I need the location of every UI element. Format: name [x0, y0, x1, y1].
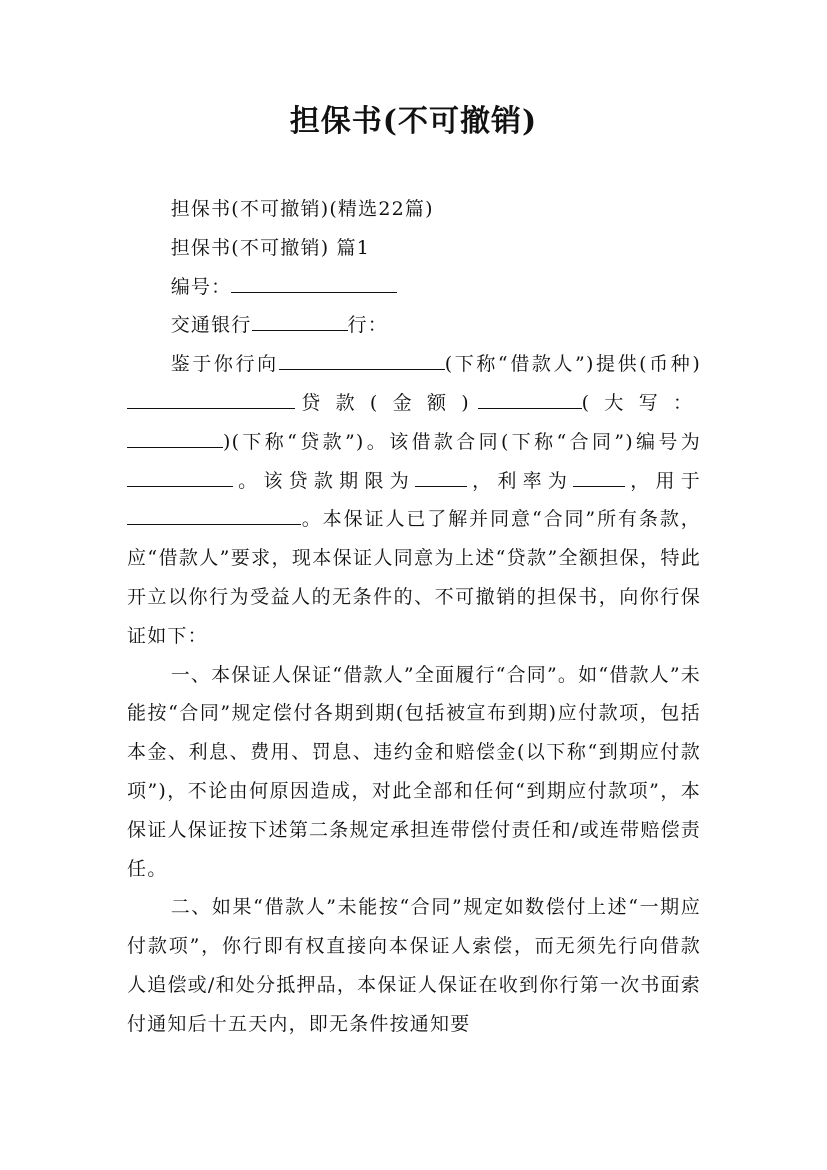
bank-suffix: 行：: [347, 314, 388, 337]
loan-term-blank: [415, 468, 467, 487]
document-body: [127, 190, 701, 1044]
document-title: 担保书(不可撤销): [289, 104, 538, 139]
recital-text-d: (大写：: [581, 391, 702, 414]
clause-2-text: 二、如果“借款人”未能按“合同”规定如数偿付上述“一期应付款项”，你行即有权直接向本保证人索偿，而无须先行向借款人追偿或/和处分抵押品，本保证人保证在收到你行第一次书面索付通知后十五天内，即无条件按通知要: [127, 896, 701, 1035]
paragraph-clause-2: [127, 888, 701, 1043]
recital-text-f: 。该贷款期限为: [233, 469, 415, 492]
section-heading-text: 担保书(不可撤销) 篇1: [170, 236, 371, 259]
paragraph-recital: [127, 345, 701, 655]
loan-purpose-blank: [127, 506, 301, 525]
number-line: [127, 268, 701, 307]
paragraph-clause-1: [127, 656, 701, 889]
recital-text-g: ，利率为: [467, 469, 574, 492]
recital-text-e: )(下称“贷款”)。该借款合同(下称“合同”)编号为: [223, 430, 701, 453]
recital-text-i: 。本保证人已了解并同意“合同”所有条款，应“借款人”要求，现本保证人同意为上述“贷款”全额担保，特此开立以你行为受益人的无条件的、不可撤销的担保书，向你行保证如下：: [127, 508, 701, 647]
section-heading: [127, 229, 701, 268]
addressee-line: [127, 306, 701, 345]
subtitle-text: 担保书(不可撤销)(精选22篇): [170, 198, 434, 220]
recital-text-c: 贷款(金额): [295, 391, 478, 414]
number-label: 编号：: [170, 275, 232, 298]
recital-text-h: ，用于: [625, 469, 701, 492]
number-blank: [231, 274, 397, 293]
amount-blank: [478, 390, 582, 409]
clause-1-text: 一、本保证人保证“借款人”全面履行“合同”。如“借款人”未能按“合同”规定偿付各期到期(包括被宣布到期)应付款项，包括本金、利息、费用、罚息、违约金和赔偿金(以下称“到期应付款项”)，不论由何原因造成，对此全部和任何“到期应付款项”，本保证人保证按下述第二条规定承担连带偿付责任和/或连带赔偿责任。: [127, 663, 701, 880]
bank-branch-blank: [252, 312, 348, 331]
currency-blank: [127, 390, 295, 409]
interest-rate-blank: [573, 468, 625, 487]
recital-text-b: (下称“借款人”)提供(币种): [444, 353, 701, 376]
amount-words-blank: [127, 429, 223, 448]
bank-prefix: 交通银行: [170, 314, 252, 337]
contract-number-blank: [127, 468, 233, 487]
borrower-blank: [279, 351, 445, 370]
subtitle-line: [127, 190, 701, 229]
recital-text-a: 鉴于你行向: [170, 353, 279, 376]
